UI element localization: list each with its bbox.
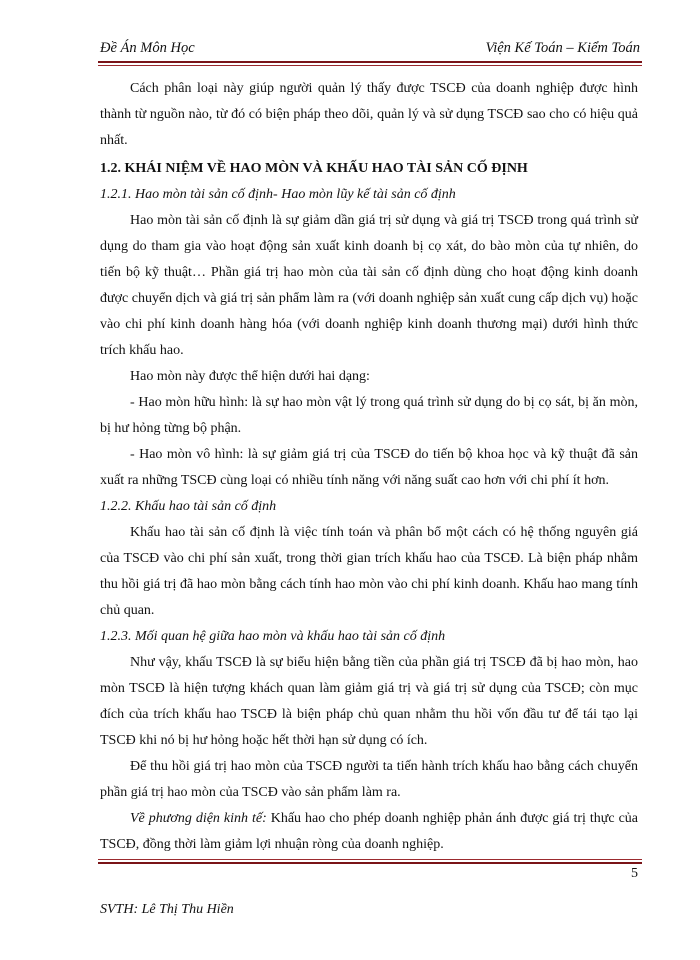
paragraph-intro: Cách phân loại này giúp người quản lý thấy được TSCĐ của doanh nghiệp được hình thành từ nguồn nào, từ đó có biện pháp theo dõi, quản lý và sử dụng TSCĐ sao cho có hiệu quả nhất. — [100, 81, 638, 148]
page-header — [100, 40, 640, 62]
paragraph-relationship: Như vậy, khấu TSCĐ là sự biểu hiện bằng tiền của phần giá trị TSCĐ đã bị hao mòn, hao mòn TSCĐ là hiện tượng khách quan làm giảm giá trị và giá trị sử dụng của TSCĐ; còn mục đích của trích khấu hao TSCĐ là biện pháp chủ quan nhằm thu hồi vốn đầu tư để tái tạo lại TSCĐ khi nó bị hư hỏng hoặc hết thời hạn sử dụng có ích. — [100, 655, 638, 748]
economic-aspect-text: Khấu hao cho phép doanh nghiệp phản ánh được giá trị thực của TSCĐ, đồng thời làm giảm lợi nhuận ròng của doanh nghiệp. — [100, 811, 638, 852]
page-number: 5 — [631, 866, 638, 881]
header-course-title: Đề Án Môn Học — [100, 40, 195, 56]
header-rule-thin — [98, 65, 642, 66]
paragraph-hao-mon: Hao mòn tài sản cố định là sự giảm dần giá trị sử dụng và giá trị TSCĐ trong quá trình sử dụng do tham gia vào hoạt động sản xuất kinh doanh bị cọ xát, do bào mòn của tự nhiên, do tiến bộ kỹ thuật… Phần giá trị hao mòn của tài sản cố định dùng cho hoạt động kinh doanh được chuyển dịch và giá trị sản phẩm làm ra (với doanh nghiệp sản xuất cung cấp dịch vụ) hoặc vào chi phí kinh doanh hàng hóa (với doanh nghiệp kinh doanh thương mại) dưới hình thức trích khấu hao. — [100, 213, 638, 358]
footer-student-name: SVTH: Lê Thị Thu Hiền — [100, 902, 234, 917]
paragraph-khau-hao: Khấu hao tài sản cố định là việc tính toán và phân bổ một cách có hệ thống nguyên giá của TSCĐ vào chi phí sản xuất, trong thời gian trích khấu hao của TSCĐ. Là biện pháp nhằm thu hồi giá trị đã hao mòn bằng cách tính hao mòn vào chi phí kinh doanh. Khấu hao mang tính chủ quan. — [100, 525, 638, 618]
section-heading-1-2: 1.2. KHÁI NIỆM VỀ HAO MÒN VÀ KHẤU HAO TÀI SẢN CỐ ĐỊNH — [100, 161, 528, 176]
paragraph-two-forms: Hao mòn này được thể hiện dưới hai dạng: — [130, 369, 370, 384]
paragraph-recovery: Để thu hồi giá trị hao mòn của TSCĐ người ta tiến hành trích khấu hao bằng cách chuyển phần giá trị hao mòn của TSCĐ vào sản phẩm làm ra. — [100, 759, 638, 800]
list-item-vo-hinh: - Hao mòn vô hình: là sự giảm giá trị của TSCĐ do tiến bộ khoa học và kỹ thuật đã sản xuất ra những TSCĐ cùng loại có nhiều tính năng với năng suất cao hơn với chi phí ít hơn. — [100, 447, 638, 488]
header-rule — [98, 61, 642, 63]
subsection-heading-1-2-3: 1.2.3. Mối quan hệ giữa hao mòn và khấu hao tài sản cố định — [100, 629, 446, 644]
list-item-huu-hinh: - Hao mòn hữu hình: là sự hao mòn vật lý trong quá trình sử dụng do bị cọ sát, bị ăn mòn, bị hư hỏng từng bộ phận. — [100, 395, 638, 436]
footer-rule — [98, 862, 642, 864]
footer-rule-thin — [98, 859, 642, 860]
page-body — [100, 76, 638, 858]
economic-aspect-label: Về phương diện kinh tế: — [130, 811, 267, 826]
subsection-heading-1-2-2: 1.2.2. Khấu hao tài sản cố định — [100, 499, 277, 514]
header-institute: Viện Kế Toán – Kiểm Toán — [485, 40, 640, 56]
paragraph-economic — [100, 806, 638, 858]
subsection-heading-1-2-1: 1.2.1. Hao mòn tài sản cố định- Hao mòn lũy kế tài sản cố định — [100, 187, 456, 202]
